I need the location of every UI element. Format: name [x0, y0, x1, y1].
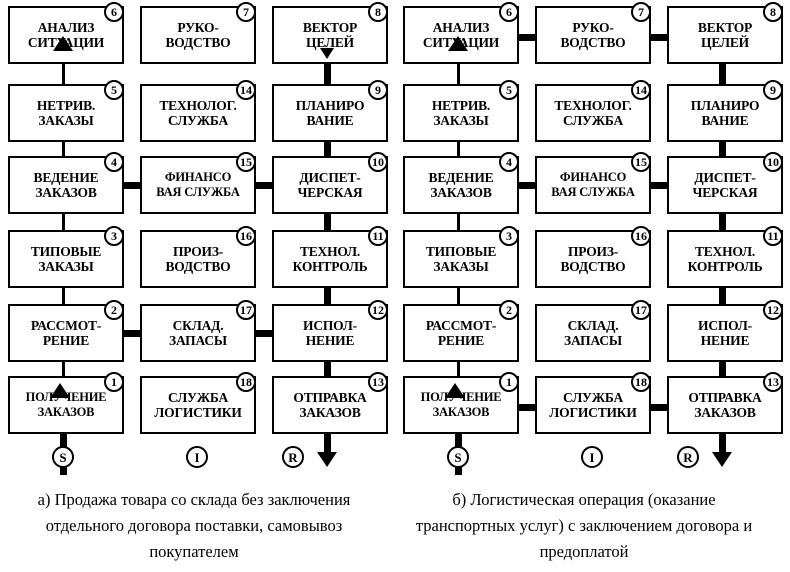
box-number-8: 8: [368, 2, 388, 22]
box-label-line: ЧЕРСКАЯ: [297, 185, 363, 200]
flow-arrow-down-r: [317, 452, 337, 467]
box-number-17: 17: [236, 300, 256, 320]
box-label-line: ЗАПАСЫ: [169, 333, 227, 348]
box-number-5: 5: [104, 80, 124, 100]
box-number-16: 16: [236, 226, 256, 246]
box-number-12: 12: [368, 300, 388, 320]
box-label-line: ПРОИЗ-: [172, 244, 224, 259]
box-number-10: 10: [368, 152, 388, 172]
box-number-17: 17: [631, 300, 651, 320]
box-number-18: 18: [631, 372, 651, 392]
box-label-line: ЗАКАЗОВ: [299, 405, 361, 420]
flow-arrow-up-to-6: [448, 36, 468, 51]
box-label-line: СЛУЖБА: [167, 113, 229, 128]
terminal-s: S: [447, 446, 469, 468]
box-number-3: 3: [499, 226, 519, 246]
box-label-line: АНАЛИЗ: [432, 20, 490, 35]
box-label-line: НЕНИЕ: [700, 333, 750, 348]
box-number-2: 2: [499, 300, 519, 320]
box-label-line: ФИНАНСО: [559, 170, 627, 184]
box-number-4: 4: [499, 152, 519, 172]
box-number-4: 4: [104, 152, 124, 172]
box-label-line: ПЛАНИРО: [295, 98, 365, 113]
box-number-11: 11: [763, 226, 783, 246]
box-label-line: СИТУАЦИИ: [27, 35, 105, 50]
box-number-13: 13: [368, 372, 388, 392]
flow-arrow-down-r: [712, 452, 732, 467]
box-label-line: ЛОГИСТИКИ: [549, 405, 637, 420]
box-label-line: ЗАПАСЫ: [564, 333, 622, 348]
box-label-line: ФИНАНСО: [164, 170, 232, 184]
box-label-line: ИСПОЛ-: [698, 318, 752, 333]
box-label-line: ТИПОВЫЕ: [425, 244, 497, 259]
box-label-line: ВЕДЕНИЕ: [428, 170, 494, 185]
box-label-line: ВОДСТВО: [560, 259, 626, 274]
box-label-line: ЗАКАЗЫ: [433, 113, 489, 128]
box-label-line: ЗАКАЗОВ: [35, 185, 97, 200]
box-label-line: РЕНИЕ: [437, 333, 485, 348]
box-number-3: 3: [104, 226, 124, 246]
box-label-line: ВОДСТВО: [165, 35, 231, 50]
box-number-14: 14: [631, 80, 651, 100]
box-label-line: КОНТРОЛЬ: [687, 259, 763, 274]
box-number-10: 10: [763, 152, 783, 172]
box-label-line: ПОЛУЧЕНИЕ: [420, 390, 502, 404]
box-label-line: СКЛАД.: [172, 318, 224, 333]
box-label-line: ЗАКАЗЫ: [38, 259, 94, 274]
box-label-line: ВОДСТВО: [165, 259, 231, 274]
caption-panel-a: а) Продажа товара со склада без заключения отдельного договора поставки, самовывоз покупателем: [37, 490, 351, 561]
box-number-2: 2: [104, 300, 124, 320]
box-label-line: ИСПОЛ-: [303, 318, 357, 333]
box-number-5: 5: [499, 80, 519, 100]
box-label-line: ЦЕЛЕЙ: [306, 35, 354, 50]
flow-arrow-up-to-6: [53, 36, 73, 51]
box-label-line: ДИСПЕТ-: [694, 170, 756, 185]
box-label-line: НЕНИЕ: [305, 333, 355, 348]
box-label-line: РУКО-: [177, 20, 219, 35]
box-number-6: 6: [499, 2, 519, 22]
box-number-12: 12: [763, 300, 783, 320]
box-label-line: ЗАКАЗЫ: [38, 113, 94, 128]
terminal-r: R: [282, 446, 304, 468]
terminal-r: R: [677, 446, 699, 468]
box-label-line: РУКО-: [572, 20, 614, 35]
box-label-line: КОНТРОЛЬ: [292, 259, 368, 274]
box-label-line: ТЕХНОЛ.: [694, 244, 756, 259]
box-number-18: 18: [236, 372, 256, 392]
diagram-panel-a: [0, 0, 395, 480]
box-label-line: ПЛАНИРО: [690, 98, 760, 113]
box-label-line: ТИПОВЫЕ: [30, 244, 102, 259]
box-label-line: РАССМОТ-: [425, 318, 497, 333]
box-label-line: ВЕКТОР: [302, 20, 358, 35]
box-number-1: 1: [104, 372, 124, 392]
box-label-line: СЛУЖБА: [562, 113, 624, 128]
box-label-line: ДИСПЕТ-: [299, 170, 361, 185]
diagram-panel-b: [395, 0, 790, 480]
box-number-9: 9: [763, 80, 783, 100]
box-number-15: 15: [236, 152, 256, 172]
box-number-15: 15: [631, 152, 651, 172]
terminal-s: S: [52, 446, 74, 468]
box-label-line: ЧЕРСКАЯ: [692, 185, 758, 200]
box-number-13: 13: [763, 372, 783, 392]
box-label-line: ВАЯ СЛУЖБА: [551, 185, 635, 199]
box-label-line: ОТПРАВКА: [688, 390, 762, 405]
box-label-line: СИТУАЦИИ: [422, 35, 500, 50]
box-label-line: ВОДСТВО: [560, 35, 626, 50]
flow-arrow-down-to-9: [320, 48, 334, 59]
box-label-line: ЗАКАЗОВ: [694, 405, 756, 420]
box-number-1: 1: [499, 372, 519, 392]
box-label-line: СЛУЖБА: [562, 390, 624, 405]
box-label-line: РЕНИЕ: [42, 333, 90, 348]
box-label-line: ВАНИЕ: [701, 113, 749, 128]
flow-arrow-up-s: [445, 383, 465, 398]
box-label-line: АНАЛИЗ: [37, 20, 95, 35]
box-number-7: 7: [236, 2, 256, 22]
box-label-line: ВЕКТОР: [697, 20, 753, 35]
box-number-11: 11: [368, 226, 388, 246]
box-label-line: ЗАКАЗЫ: [433, 259, 489, 274]
box-label-line: ОТПРАВКА: [293, 390, 367, 405]
box-label-line: СКЛАД.: [567, 318, 619, 333]
box-label-line: СЛУЖБА: [167, 390, 229, 405]
box-label-line: РАССМОТ-: [30, 318, 102, 333]
box-label-line: ЗАКАЗОВ: [37, 405, 95, 419]
box-number-7: 7: [631, 2, 651, 22]
box-number-8: 8: [763, 2, 783, 22]
box-label-line: ТЕХНОЛ.: [299, 244, 361, 259]
box-label-line: ЗАКАЗОВ: [432, 405, 490, 419]
box-label-line: ВАЯ СЛУЖБА: [156, 185, 240, 199]
box-label-line: ТЕХНОЛОГ.: [159, 98, 237, 113]
box-number-14: 14: [236, 80, 256, 100]
box-label-line: ЗАКАЗОВ: [430, 185, 492, 200]
box-label-line: ПОЛУЧЕНИЕ: [25, 390, 107, 404]
box-number-16: 16: [631, 226, 651, 246]
box-label-line: ПРОИЗ-: [567, 244, 619, 259]
terminal-i: I: [186, 446, 208, 468]
box-number-6: 6: [104, 2, 124, 22]
box-label-line: ВЕДЕНИЕ: [33, 170, 99, 185]
box-label-line: ВАНИЕ: [306, 113, 354, 128]
box-label-line: НЕТРИВ.: [431, 98, 491, 113]
box-label-line: НЕТРИВ.: [36, 98, 96, 113]
flow-arrow-up-s: [50, 383, 70, 398]
box-label-line: ЛОГИСТИКИ: [154, 405, 242, 420]
box-label-line: ТЕХНОЛОГ.: [554, 98, 632, 113]
box-label-line: ЦЕЛЕЙ: [701, 35, 749, 50]
terminal-i: I: [581, 446, 603, 468]
caption-panel-b: б) Логистическая операция (оказание транспортных услуг) с заключением договора и предоплатой: [415, 490, 753, 561]
box-number-9: 9: [368, 80, 388, 100]
